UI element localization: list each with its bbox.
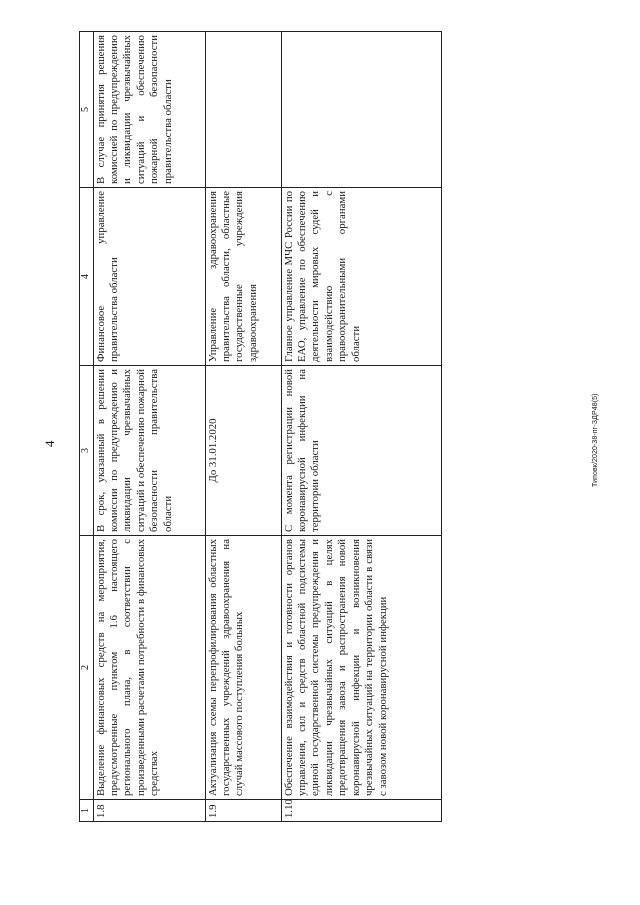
action-cell: Актуализация схемы перепрофилирования областных государственных учреждений здравоохранения на случай массового поступления больных [205,536,281,800]
header-col-2: 2 [80,536,94,800]
plan-table [79,31,442,822]
action-cell: Обеспечение взаимодействия и готовности органов управления, сил и средств областной подсистемы единой государственной системы предупреждения и ликвидации чрезвычайных ситуаций в целях предотвращения завоза и распространения новой коронавирусной инфекции и возникновения чрезвычайных ситуаций на территории области в связи с завозом новой коронавирусной инфекции [281,536,441,800]
deadline-cell: В срок, указанный в решении комиссии по предупреждению и ликвидации чрезвычайных ситуаций и обеспечению пожарной безопасности правительства области [93,366,205,536]
row-number: 1.10 [281,800,441,822]
table-row [281,32,441,822]
header-col-4: 4 [80,188,94,366]
note-cell [205,32,281,188]
header-col-3: 3 [80,366,94,536]
header-col-1: 1 [80,800,94,822]
row-number: 1.8 [93,800,205,822]
action-cell: Выделение финансовых средств на мероприятия, предусмотренные пунктом 1.6 настоящего регионального плана, в соответствии с произведенными расчетами потребности в финансовых средствах [93,536,205,800]
deadline-cell: С момента регистрации новой коронавирусной инфекции на территории области [281,366,441,536]
table-row [93,32,205,822]
header-col-5: 5 [80,32,94,188]
note-cell [281,32,441,188]
document-code: Типовк/2020-38-пг-ЗДР48(5) [592,393,599,487]
row-number: 1.9 [205,800,281,822]
note-cell: В случае принятия решения комиссией по предупреждению и ликвидации чрезвычайных ситуаций и обеспечению пожарной безопасности правительства области [93,32,205,188]
page-number: 4 [42,440,57,447]
rotated-table-container [79,32,607,822]
deadline-cell: До 31.01.2020 [205,366,281,536]
table-header-row [80,32,94,822]
table-row [205,32,281,822]
responsible-cell: Главное управление МЧС России по ЕАО, управление по обеспечению деятельности мировых судей и взаимодействию с правоохранительными органами области [281,188,441,366]
responsible-cell: Управление здравоохранения правительства области, областные государственные учреждения здравоохранения [205,188,281,366]
responsible-cell: Финансовое управление правительства области [93,188,205,366]
